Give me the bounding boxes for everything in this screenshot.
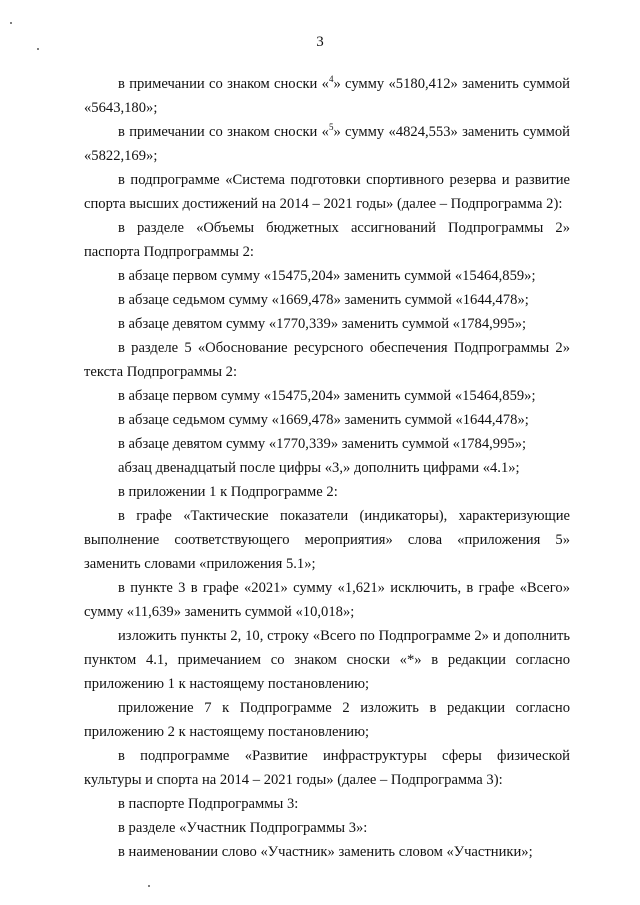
scan-speck [37, 48, 39, 50]
document-body [84, 72, 570, 864]
paragraph-passport-section: в разделе «Объемы бюджетных ассигнований Подпрограммы 2» паспорта Подпрограммы 2: [84, 220, 570, 260]
paragraph-text: в примечании со знаком сноски « [118, 124, 329, 140]
paragraph-item: в абзаце девятом сумму «1770,339» заменить суммой «1784,995»; [118, 316, 527, 332]
paragraph-section-5: в разделе 5 «Обоснование ресурсного обеспечения Подпрограммы 2» текста Подпрограммы 2: [84, 340, 570, 380]
paragraph-item: в абзаце седьмом сумму «1669,478» заменить суммой «1644,478»; [118, 292, 529, 308]
paragraph-item: в наименовании слово «Участник» заменить словом «Участники»; [118, 844, 533, 860]
paragraph-item: абзац двенадцатый после цифры «3,» дополнить цифрами «4.1»; [118, 460, 520, 476]
footnote-mark: 5 [328, 122, 334, 133]
paragraph-item: в абзаце первом сумму «15475,204» заменить суммой «15464,859»; [118, 268, 536, 284]
paragraph-footnote-5 [84, 120, 570, 168]
paragraph-item: в абзаце девятом сумму «1770,339» заменить суммой «1784,995»; [118, 436, 527, 452]
paragraph-item: в абзаце седьмом сумму «1669,478» заменить суммой «1644,478»; [118, 412, 529, 428]
paragraph-text: » сумму «5180,412» заменить суммой «5643,180»; [84, 76, 570, 116]
paragraph-item: изложить пункты 2, 10, строку «Всего по Подпрограмме 2» и дополнить пунктом 4.1, примечанием со знаком сноски «*» в редакции согласно приложению 1 к настоящему постановлению; [84, 628, 570, 692]
page-number: 3 [316, 34, 324, 50]
paragraph-item: приложение 7 к Подпрограмме 2 изложить в редакции согласно приложению 2 к настоящему постановлению; [84, 700, 570, 740]
paragraph-item: в пункте 3 в графе «2021» сумму «1,621» исключить, в графе «Всего» сумму «11,639» заменить суммой «10,018»; [84, 580, 570, 620]
paragraph-text: в примечании со знаком сноски « [118, 76, 329, 92]
paragraph-text: » сумму «4824,553» заменить суммой «5822,169»; [84, 124, 570, 164]
paragraph-appendix-1: в приложении 1 к Подпрограмме 2: [118, 484, 338, 500]
scan-speck [10, 22, 12, 24]
paragraph-item: в абзаце первом сумму «15475,204» заменить суммой «15464,859»; [118, 388, 536, 404]
paragraph-subprogram-3: в подпрограмме «Развитие инфраструктуры сферы физической культуры и спорта на 2014 – 2021 годы» (далее – Подпрограмма 3): [84, 748, 570, 788]
paragraph-subprogram-2: в подпрограмме «Система подготовки спортивного резерва и развитие спорта высших достижений на 2014 – 2021 годы» (далее – Подпрограмма 2): [84, 172, 570, 212]
paragraph-item: в графе «Тактические показатели (индикаторы), характеризующие выполнение соответствующего мероприятия» слова «приложения 5» заменить словами «приложения 5.1»; [84, 508, 570, 572]
paragraph-passport-3: в паспорте Подпрограммы 3: [118, 796, 299, 812]
paragraph-section-participant: в разделе «Участник Подпрограммы 3»: [118, 820, 368, 836]
footnote-mark: 4 [328, 74, 334, 85]
paragraph-footnote-4 [84, 72, 570, 120]
scan-speck [148, 885, 150, 887]
